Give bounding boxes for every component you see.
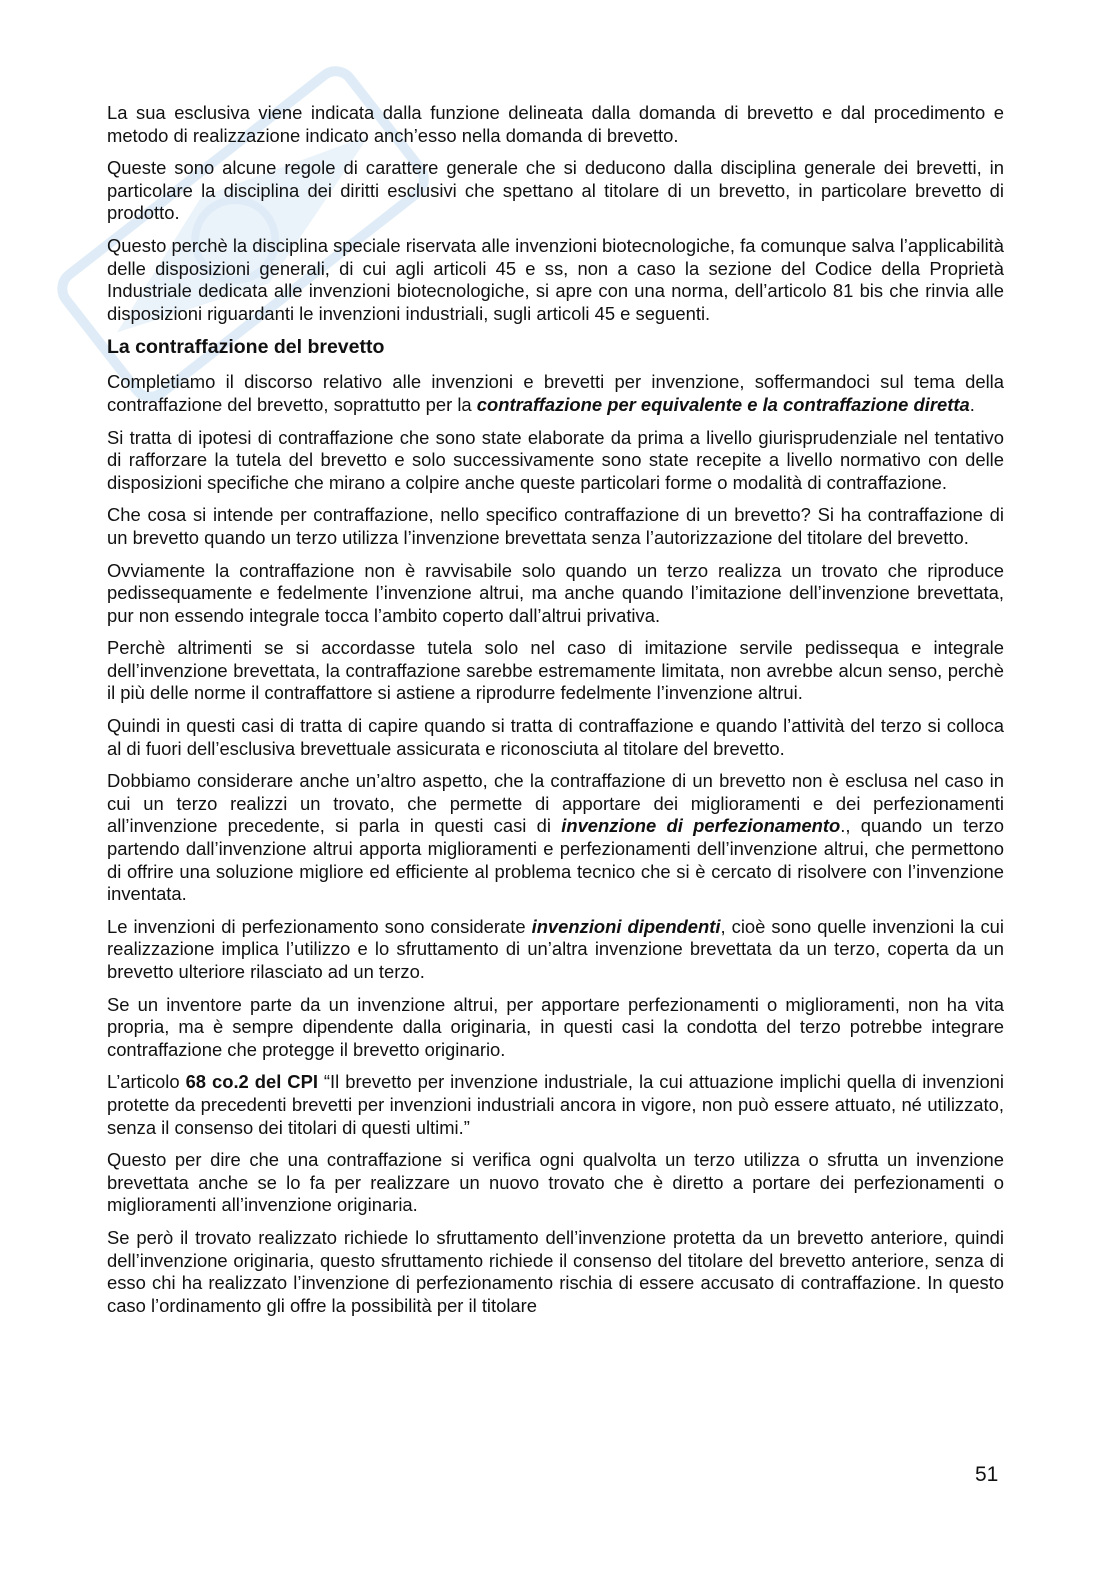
paragraph-10-rest: ., quando un terzo partendo dall’invenzione altrui apporta miglioramenti e perfezionamenti dell’invenzione altrui, che permettono di offrire una soluzione migliore ed efficiente al problema tecnico che si è cercato di risolvere con l’invenzione inventata. [107, 815, 1004, 905]
paragraph-13-text: L’articolo [107, 1071, 186, 1093]
emphasis-article: 68 co.2 del CPI [185, 1071, 318, 1093]
paragraph-2: Queste sono alcune regole di carattere generale che si deducono dalla disciplina generale dei brevetti, in particolare la disciplina dei diritti esclusivi che spettano al titolare di un brevetto, in particolare brevetto di prodotto. [107, 157, 1004, 224]
paragraph-14: Questo per dire che una contraffazione si verifica ogni qualvolta un terzo utilizza o sfrutta un invenzione brevettata anche se lo fa per realizzare un nuovo trovato che è diretto a portare dei perfezionamenti o miglioramenti all’invenzione originaria. [107, 1149, 1004, 1216]
paragraph-4 [107, 371, 1004, 416]
emphasis-dipendenti: invenzioni dipendenti [531, 915, 721, 937]
paragraph-13 [107, 1071, 1004, 1139]
paragraph-9: Quindi in questi casi di tratta di capire quando si tratta di contraffazione e quando l’attività del terzo si colloca al di fuori dell’esclusiva brevettuale assicurata e riconosciuta al titolare del brevetto. [107, 715, 1004, 759]
paragraph-4-text: Completiamo il discorso relativo alle invenzioni e brevetti per invenzione, soffermandoci sul tema della contraffazione del brevetto, soprattutto per la [107, 371, 1004, 415]
paragraph-11-rest: , cioè sono quelle invenzioni la cui realizzazione implica l’utilizzo e lo sfruttamento di un’altra invenzione brevettata da un terzo, coperta da un brevetto ulteriore rilasciato ad un terzo. [107, 915, 1005, 982]
paragraph-4-end: . [969, 393, 975, 415]
section-heading: La contraffazione del brevetto [107, 336, 385, 359]
paragraph-8: Perchè altrimenti se si accordasse tutela solo nel caso di imitazione servile pedissequa e integrale dell’invenzione brevettata, la contraffazione sarebbe estremamente limitata, non avrebbe alcun senso, perchè il più delle norme il contraffattore si astiene a riprodurre fedelmente l’invenzione altrui. [107, 637, 1004, 704]
paragraph-10 [107, 770, 1004, 906]
paragraph-12: Se un inventore parte da un invenzione altrui, per apportare perfezionamenti o miglioramenti, non ha vita propria, ma è sempre dipendente dalla originaria, in questi casi la condotta del terzo potrebbe integrare contraffazione che protegge il brevetto originario. [107, 993, 1004, 1060]
paragraph-13-quote: “Il brevetto per invenzione industriale, la cui attuazione implichi quella di invenzioni protette da precedenti brevetti per invenzioni industriali ancora in vigore, non può essere attuato, né utilizzato, senza il consenso dei titolari di questi ultimi.” [107, 1071, 1004, 1138]
document-page [107, 102, 1004, 1327]
paragraph-6: Che cosa si intende per contraffazione, nello specifico contraffazione di un brevetto? Si ha contraffazione di un brevetto quando un terzo utilizza l’invenzione brevettata senza l’autorizzazione del titolare del brevetto. [107, 504, 1004, 548]
paragraph-3: Questo perchè la disciplina speciale riservata alle invenzioni biotecnologiche, fa comunque salva l’applicabilità delle disposizioni generali, di cui agli articoli 45 e ss, non a caso la sezione del Codice della Proprietà Industriale dedicata alle invenzioni biotecnologiche, si apre con una norma, dell’articolo 81 bis che rinvia alle disposizioni riguardanti le invenzioni industriali, sugli articoli 45 e seguenti. [107, 234, 1004, 324]
paragraph-11-text: Le invenzioni di perfezionamento sono considerate [107, 915, 532, 937]
page-number: 51 [975, 1463, 999, 1486]
emphasis-contraffazione: contraffazione per equivalente e la contraffazione diretta [476, 393, 970, 415]
paragraph-1: La sua esclusiva viene indicata dalla funzione delineata dalla domanda di brevetto e dal procedimento e metodo di realizzazione indicato anch’esso nella domanda di brevetto. [107, 102, 1004, 146]
paragraph-10-text: Dobbiamo considerare anche un’altro aspetto, che la contraffazione di un brevetto non è esclusa nel caso in cui un terzo realizzi un trovato, che permette di apportare dei miglioramenti e dei perfezionamenti all’invenzione precedente, si parla in questi casi di [107, 770, 1004, 837]
paragraph-11 [107, 916, 1004, 984]
emphasis-perfezionamento: invenzione di perfezionamento [561, 815, 841, 837]
paragraph-5: Si tratta di ipotesi di contraffazione che sono state elaborate da prima a livello giurisprudenziale nel tentativo di rafforzare la tutela del brevetto e solo successivamente sono state recepite a livello normativo con delle disposizioni specifiche che mirano a colpire anche queste particolari forme o modalità di contraffazione. [107, 426, 1004, 493]
paragraph-7: Ovviamente la contraffazione non è ravvisabile solo quando un terzo realizza un trovato che riproduce pedissequamente e fedelmente l’invenzione altrui, ma anche quando l’imitazione dell’invenzione brevettata, pur non essendo integrale tocca l’ambito coperto dall’altrui privativa. [107, 559, 1004, 626]
paragraph-15: Se però il trovato realizzato richiede lo sfruttamento dell’invenzione protetta da un brevetto anteriore, quindi dell’invenzione originaria, questo sfruttamento richiede il consenso del titolare del brevetto anteriore, senza di esso chi ha realizzato l’invenzione di perfezionamento rischia di essere accusato di contraffazione. In questo caso l’ordinamento gli offre la possibilità per il titolare [107, 1226, 1004, 1316]
